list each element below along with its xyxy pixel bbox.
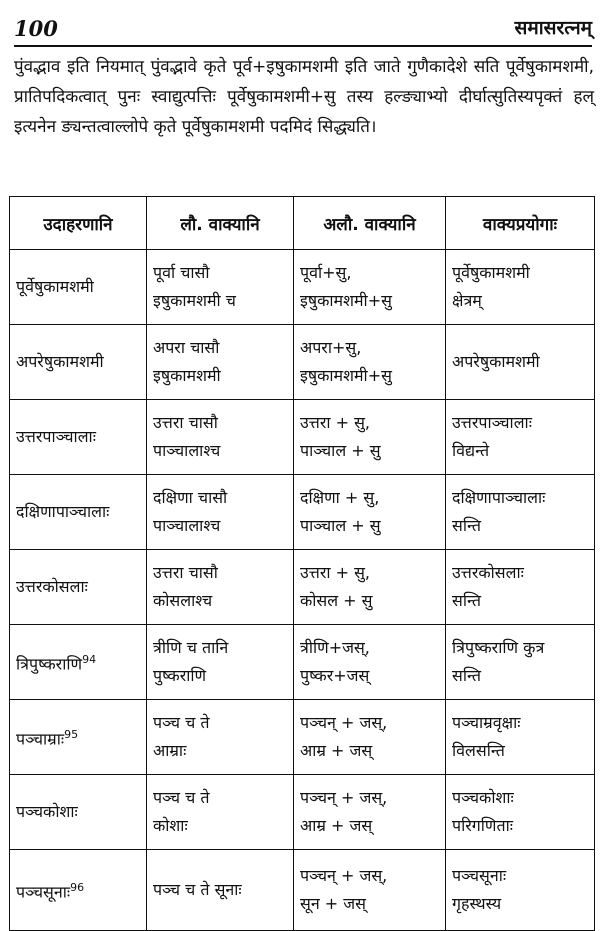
laukika-cell xyxy=(147,475,294,550)
alaukika-cell-line: आम्र + जस् xyxy=(300,816,373,835)
prayoga-cell-line: सन्ति xyxy=(452,516,482,535)
column-header-examples: उदाहरणानि xyxy=(10,197,147,250)
table-header-row xyxy=(10,197,595,250)
alaukika-cell-line: उत्तरा + सु, xyxy=(300,563,370,582)
page-number: 100 xyxy=(14,16,58,41)
example-cell xyxy=(10,700,147,775)
alaukika-cell-line: कोसल + सु xyxy=(300,591,373,610)
page-header xyxy=(14,14,592,44)
table-row xyxy=(10,850,595,931)
prayoga-cell xyxy=(446,700,595,775)
laukika-cell-line: दक्षिणा चासौ xyxy=(153,488,228,507)
laukika-cell-line: कोसलाश्च xyxy=(153,591,213,610)
laukika-cell-line: आम्राः xyxy=(153,741,187,760)
table-row xyxy=(10,700,595,775)
laukika-cell xyxy=(147,775,294,850)
prayoga-cell-line: विद्यन्ते xyxy=(452,441,490,460)
prayoga-cell xyxy=(446,775,595,850)
samasa-table xyxy=(9,196,595,931)
alaukika-cell-line: पुष्कर+जस् xyxy=(300,666,370,685)
alaukika-cell-line: अपरा+सु, xyxy=(300,338,362,357)
prayoga-cell-line: उत्तरकोसलाः xyxy=(452,563,524,582)
prayoga-cell-line: क्षेत्रम् xyxy=(452,291,482,310)
table-row xyxy=(10,475,595,550)
prayoga-cell-line: पञ्चसूनाः xyxy=(452,866,507,885)
alaukika-cell-line: पूर्वा+सु, xyxy=(300,263,352,282)
laukika-cell-line: पाञ्चालाश्च xyxy=(153,441,221,460)
example-word: पञ्चकोशाः xyxy=(16,802,78,821)
prayoga-cell-line: उत्तरपाञ्चालाः xyxy=(452,413,532,432)
laukika-cell-line: पाञ्चालाश्च xyxy=(153,516,221,535)
laukika-cell xyxy=(147,625,294,700)
prayoga-cell-line: परिगणिताः xyxy=(452,816,513,835)
column-header-laukika: लौ. वाक्यानि xyxy=(147,197,294,250)
prayoga-cell-line: सन्ति xyxy=(452,591,482,610)
laukika-cell-line: पञ्च च ते xyxy=(153,713,210,732)
alaukika-cell xyxy=(294,325,446,400)
prayoga-cell-line: सन्ति xyxy=(452,666,482,685)
prayoga-cell-line: त्रिपुष्कराणि कुत्र xyxy=(452,638,545,657)
alaukika-cell-line: पाञ्चाल + सु xyxy=(300,516,381,535)
laukika-cell-line: पञ्च च ते सूनाः xyxy=(153,880,242,899)
alaukika-cell xyxy=(294,775,446,850)
example-word: उत्तरपाञ्चालाः xyxy=(16,427,96,446)
prayoga-cell xyxy=(446,400,595,475)
laukika-cell xyxy=(147,325,294,400)
example-cell xyxy=(10,775,147,850)
laukika-cell xyxy=(147,400,294,475)
example-word: पञ्चाम्राः xyxy=(16,729,65,749)
example-word: पूर्वेषुकामशमी xyxy=(16,277,94,296)
table-row xyxy=(10,625,595,700)
alaukika-cell xyxy=(294,250,446,325)
table-row xyxy=(10,400,595,475)
laukika-cell-line: कोशाः xyxy=(153,816,188,835)
alaukika-cell xyxy=(294,700,446,775)
header-rule xyxy=(14,45,592,47)
example-cell xyxy=(10,550,147,625)
alaukika-cell-line: पाञ्चाल + सु xyxy=(300,441,381,460)
example-cell xyxy=(10,325,147,400)
laukika-cell xyxy=(147,850,294,931)
alaukika-cell xyxy=(294,475,446,550)
prayoga-cell xyxy=(446,625,595,700)
alaukika-cell xyxy=(294,850,446,931)
laukika-cell-line: पुष्कराणि xyxy=(153,666,207,685)
alaukika-cell-line: आम्र + जस् xyxy=(300,741,373,760)
table-body xyxy=(10,250,595,931)
column-header-alaukika: अलौ. वाक्यानि xyxy=(294,197,446,250)
alaukika-cell-line: इषुकामशमी+सु xyxy=(300,366,392,385)
laukika-cell xyxy=(147,250,294,325)
prayoga-cell xyxy=(446,250,595,325)
prayoga-cell xyxy=(446,550,595,625)
body-paragraph: पुंवद्भाव इति नियमात् पुंवद्भावे कृते पूर्व+इषुकामशमी इति जाते गुणैकादेशे सति पूर्वेषुकामशमी, प्रातिपदिकत्वात् पुनः स्वाद्युत्पत्तिः पूर्वेषुकामशमी+सु तस्य हल्ङ्याभ्यो दीर्घात्सुतिस्यपृक्तं हल् इत्यनेन ङ्यन्तत्वाल्लोपे कृते पूर्वेषुकामशमी पदमिदं सिद्ध्यति। xyxy=(14,57,594,137)
example-word: दक्षिणापाञ्चालाः xyxy=(16,502,110,521)
prayoga-cell xyxy=(446,850,595,931)
footnote-marker: 95 xyxy=(64,727,79,741)
alaukika-cell xyxy=(294,400,446,475)
example-cell xyxy=(10,250,147,325)
alaukika-cell-line: पञ्चन् + जस्, xyxy=(300,788,388,807)
example-cell xyxy=(10,400,147,475)
prayoga-cell-line: दक्षिणापाञ्चालाः xyxy=(452,488,546,507)
prayoga-cell xyxy=(446,325,595,400)
prayoga-cell-line: पञ्चकोशाः xyxy=(452,788,514,807)
laukika-cell-line: पूर्वा चासौ xyxy=(153,263,210,282)
laukika-cell-line: पञ्च च ते xyxy=(153,788,210,807)
alaukika-cell-line: सून + जस् xyxy=(300,894,366,913)
table-row xyxy=(10,775,595,850)
example-cell xyxy=(10,475,147,550)
alaukika-cell xyxy=(294,625,446,700)
alaukika-cell-line: त्रीणि+जस्, xyxy=(300,638,370,657)
alaukika-cell-line: पञ्चन् + जस्, xyxy=(300,713,388,732)
laukika-cell xyxy=(147,700,294,775)
example-word: पञ्चसूनाः xyxy=(16,882,71,902)
prayoga-cell-line: गृहस्थस्य xyxy=(452,894,502,913)
table-row xyxy=(10,250,595,325)
alaukika-cell-line: इषुकामशमी+सु xyxy=(300,291,392,310)
footnote-marker: 96 xyxy=(70,880,85,894)
prayoga-cell xyxy=(446,475,595,550)
laukika-cell-line: इषुकामशमी xyxy=(153,366,221,385)
prayoga-cell-line: पञ्चाम्रवृक्षाः xyxy=(452,713,521,732)
column-header-prayoga: वाक्यप्रयोगाः xyxy=(446,197,595,250)
table-row xyxy=(10,550,595,625)
laukika-cell-line: उत्तरा चासौ xyxy=(153,563,218,582)
laukika-cell-line: उत्तरा चासौ xyxy=(153,413,218,432)
example-word: त्रिपुष्कराणि xyxy=(16,654,83,674)
example-cell xyxy=(10,850,147,931)
alaukika-cell-line: उत्तरा + सु, xyxy=(300,413,370,432)
example-cell xyxy=(10,625,147,700)
prayoga-cell-line: पूर्वेषुकामशमी xyxy=(452,263,530,282)
alaukika-cell xyxy=(294,550,446,625)
laukika-cell-line: त्रीणि च तानि xyxy=(153,638,229,657)
laukika-cell-line: इषुकामशमी च xyxy=(153,291,236,310)
laukika-cell-line: अपरा चासौ xyxy=(153,338,220,357)
alaukika-cell-line: पञ्चन् + जस्, xyxy=(300,866,388,885)
laukika-cell xyxy=(147,550,294,625)
table-row xyxy=(10,325,595,400)
example-word: उत्तरकोसलाः xyxy=(16,577,88,596)
running-title: समासरत्नम् xyxy=(514,17,592,39)
prayoga-cell-line: अपरेषुकामशमी xyxy=(452,352,540,371)
example-word: अपरेषुकामशमी xyxy=(16,352,104,371)
prayoga-cell-line: विलसन्ति xyxy=(452,741,505,760)
alaukika-cell-line: दक्षिणा + सु, xyxy=(300,488,380,507)
footnote-marker: 94 xyxy=(82,652,97,666)
